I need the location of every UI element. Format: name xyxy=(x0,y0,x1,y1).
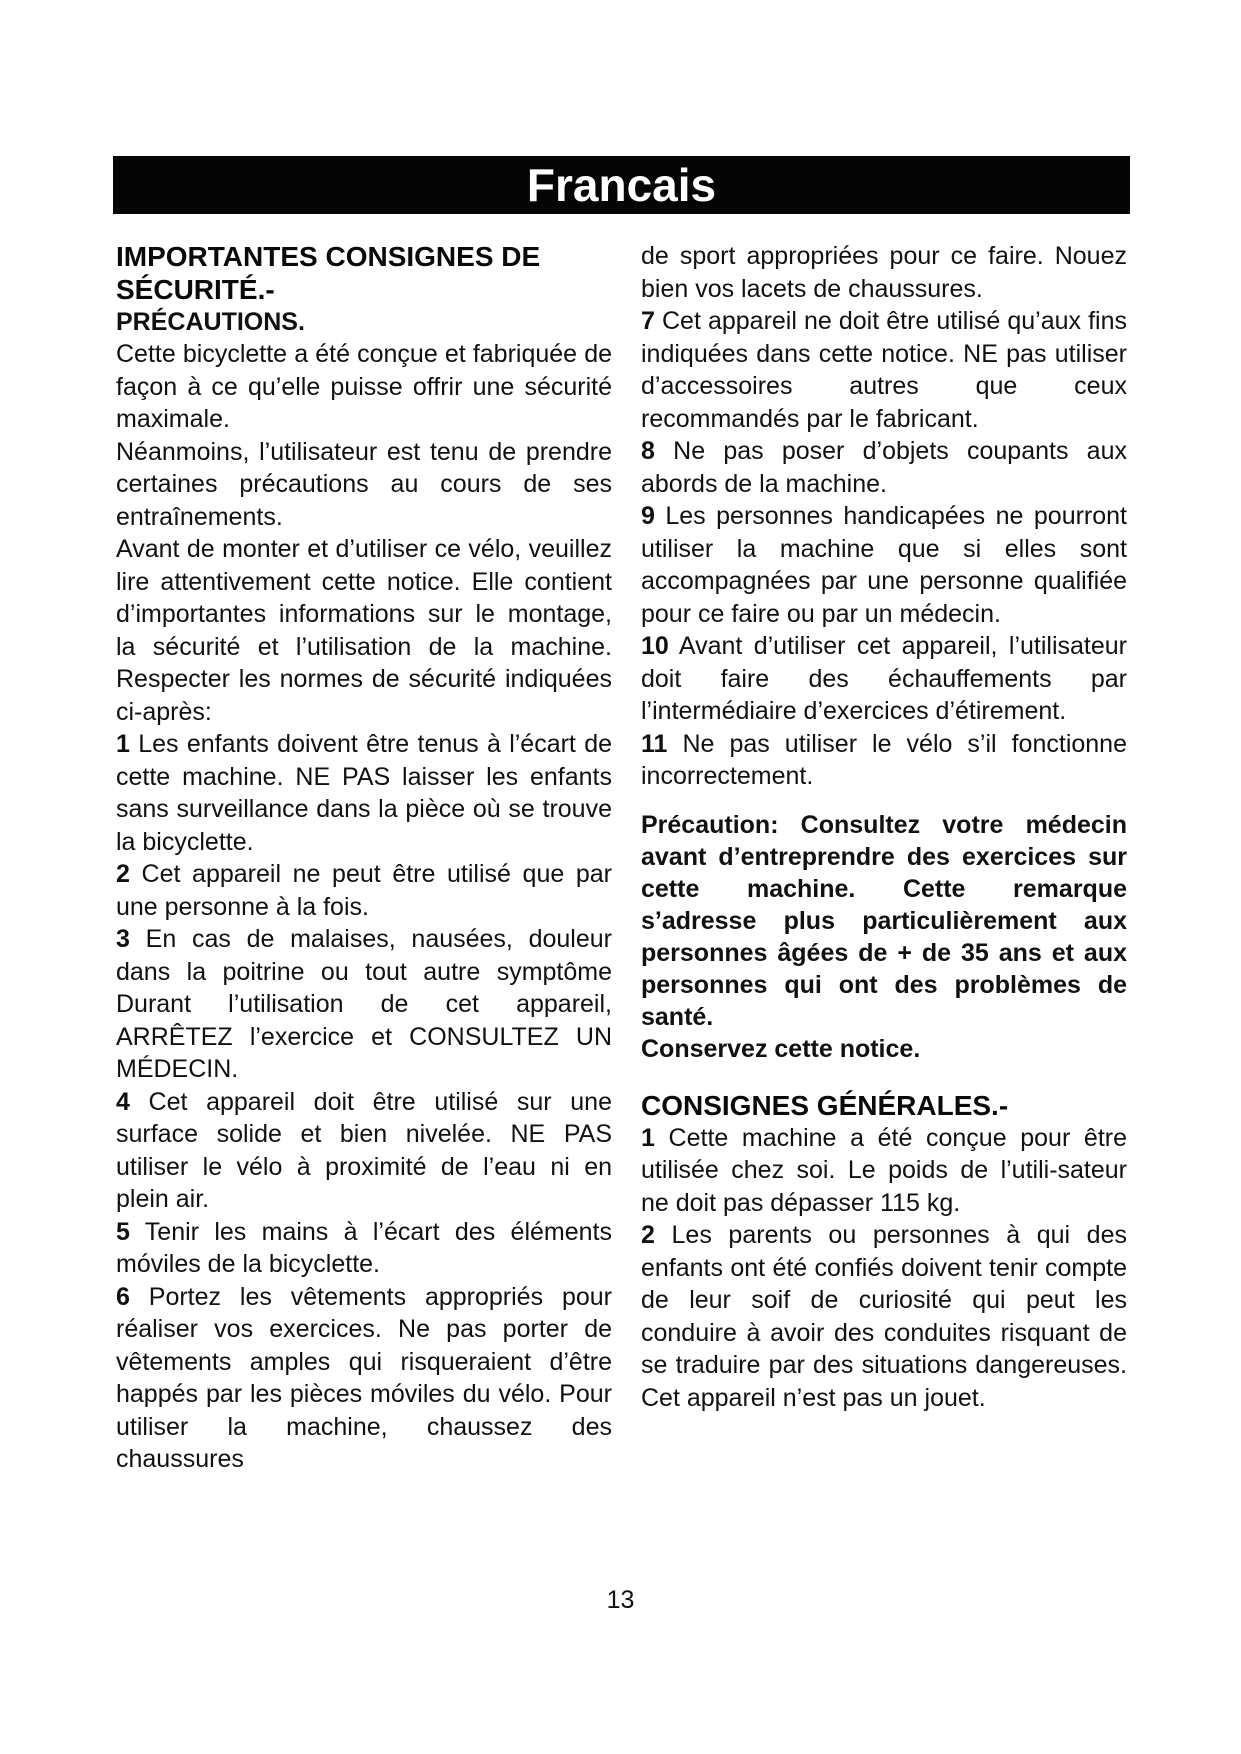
item-number: 7 xyxy=(641,307,655,335)
safety-item xyxy=(641,305,1127,435)
right-column xyxy=(641,240,1127,1414)
safety-item xyxy=(641,500,1127,630)
item-text: Cette machine a été conçue pour être utilisée chez soi. Le poids de l’utili-sateur ne doit pas dépasser 115 kg. xyxy=(641,1123,1127,1217)
item-number: 3 xyxy=(116,925,130,953)
intro-paragraph: Avant de monter et d’utiliser ce vélo, veuillez lire attentivement cette notice. Elle contient d’importantes informations sur le montage, la sécurité et l’utilisation de la machine. Respecter les normes de sécurité indiquées ci-après: xyxy=(116,535,612,726)
item-number: 10 xyxy=(641,632,669,660)
item-text: Ne pas utiliser le vélo s’il fonctionne incorrectement. xyxy=(641,729,1127,790)
safety-item xyxy=(116,1086,612,1216)
item-number: 6 xyxy=(116,1282,130,1311)
item-text: Les personnes handicapées ne pourront utiliser la machine que si elles sont accompagnées par une personne qualifiée pour ce faire ou par un médecin. xyxy=(641,502,1127,628)
safety-item xyxy=(641,435,1127,500)
item-number: 8 xyxy=(641,437,655,465)
intro-paragraph: Néanmoins, l’utilisateur est tenu de prendre certaines précautions au cours de ses entraînements. xyxy=(116,437,612,531)
item-text: En cas de malaises, nausées, douleur dans la poitrine ou tout autre symptôme Durant l’utilisation de cet appareil, ARRÊTEZ l’exercice et CONSULTEZ UN MÉDECIN. xyxy=(116,925,612,1083)
general-item xyxy=(641,1219,1127,1414)
item-number: 1 xyxy=(116,730,130,758)
safety-item xyxy=(641,728,1127,793)
item-number: 11 xyxy=(641,729,668,758)
item-text: Ne pas poser d’objets coupants aux abords de la machine. xyxy=(641,437,1127,498)
item-number: 4 xyxy=(116,1087,130,1116)
item-number: 5 xyxy=(116,1217,130,1246)
language-banner xyxy=(113,156,1130,214)
safety-heading: IMPORTANTES CONSIGNES DE SÉCURITÉ.- xyxy=(116,241,541,305)
banner-title: Francais xyxy=(526,159,717,211)
item-text: Cet appareil ne peut être utilisé que par une personne à la fois. xyxy=(116,860,613,921)
item-text: Portez les vêtements appropriés pour réaliser vos exercices. Ne pas porter de vêtements amples qui risqueraient d’être happés par les pièces móviles du vélo. Pour utiliser la machine, chaussez des chaussures xyxy=(116,1282,612,1473)
item-number: 9 xyxy=(641,502,655,530)
item-number: 1 xyxy=(641,1123,655,1152)
item-text: Avant d’utiliser cet appareil, l’utilisateur doit faire des échauffements par l’intermédiaire d’exercices d’étirement. xyxy=(641,632,1127,725)
item-text: Les parents ou personnes à qui des enfants ont été confiés doivent tenir compte de leur soif de curiosité qui peut les conduire à avoir des conduites risquant de se traduire par des situations dangereuses. Cet appareil n’est pas un jouet. xyxy=(641,1221,1127,1412)
safety-item xyxy=(116,1281,612,1476)
item-text: Cet appareil ne doit être utilisé qu’aux fins indiquées dans cette notice. NE pas utiliser d’accessoires autres que ceux recommandés par le fabricant. xyxy=(641,307,1127,433)
safety-item xyxy=(116,858,612,923)
general-item xyxy=(641,1122,1127,1220)
spacer xyxy=(641,1065,1127,1089)
intro-paragraph: Cette bicyclette a été conçue et fabriquée de façon à ce qu’elle puisse offrir une sécurité maximale. xyxy=(116,340,612,433)
spacer xyxy=(641,793,1127,809)
continuation-text: de sport appropriées pour ce faire. Nouez bien vos lacets de chaussures. xyxy=(641,242,1127,303)
item-number: 2 xyxy=(641,1221,655,1249)
general-heading: CONSIGNES GÉNÉRALES.- xyxy=(641,1089,1009,1121)
safety-item xyxy=(116,1216,612,1281)
item-number: 2 xyxy=(116,860,130,888)
precautions-subheading: PRÉCAUTIONS. xyxy=(116,308,305,336)
item-text: Les enfants doivent être tenus à l’écart de cette machine. NE PAS laisser les enfants sans surveillance dans la pièce où se trouve la bicyclette. xyxy=(116,730,613,856)
safety-item xyxy=(641,630,1127,728)
precaution-warning: Précaution: Consultez votre médecin avant d’entreprendre des exercices sur cette machine. Cette remarque s’adresse plus particulièrement aux personnes âgées de + de 35 ans et aux personnes qui ont des problèmes de santé. xyxy=(641,810,1127,1031)
safety-item xyxy=(116,923,612,1086)
item-text: Tenir les mains à l’écart des éléments móviles de la bicyclette. xyxy=(116,1217,612,1278)
page-number: 13 xyxy=(606,1586,635,1614)
keep-notice: Conservez cette notice. xyxy=(641,1034,921,1063)
left-column xyxy=(116,240,612,1476)
safety-item xyxy=(116,728,612,858)
item-text: Cet appareil doit être utilisé sur une surface solide et bien nivelée. NE PAS utiliser le vélo à proximité de l’eau ni en plein air. xyxy=(116,1087,612,1213)
